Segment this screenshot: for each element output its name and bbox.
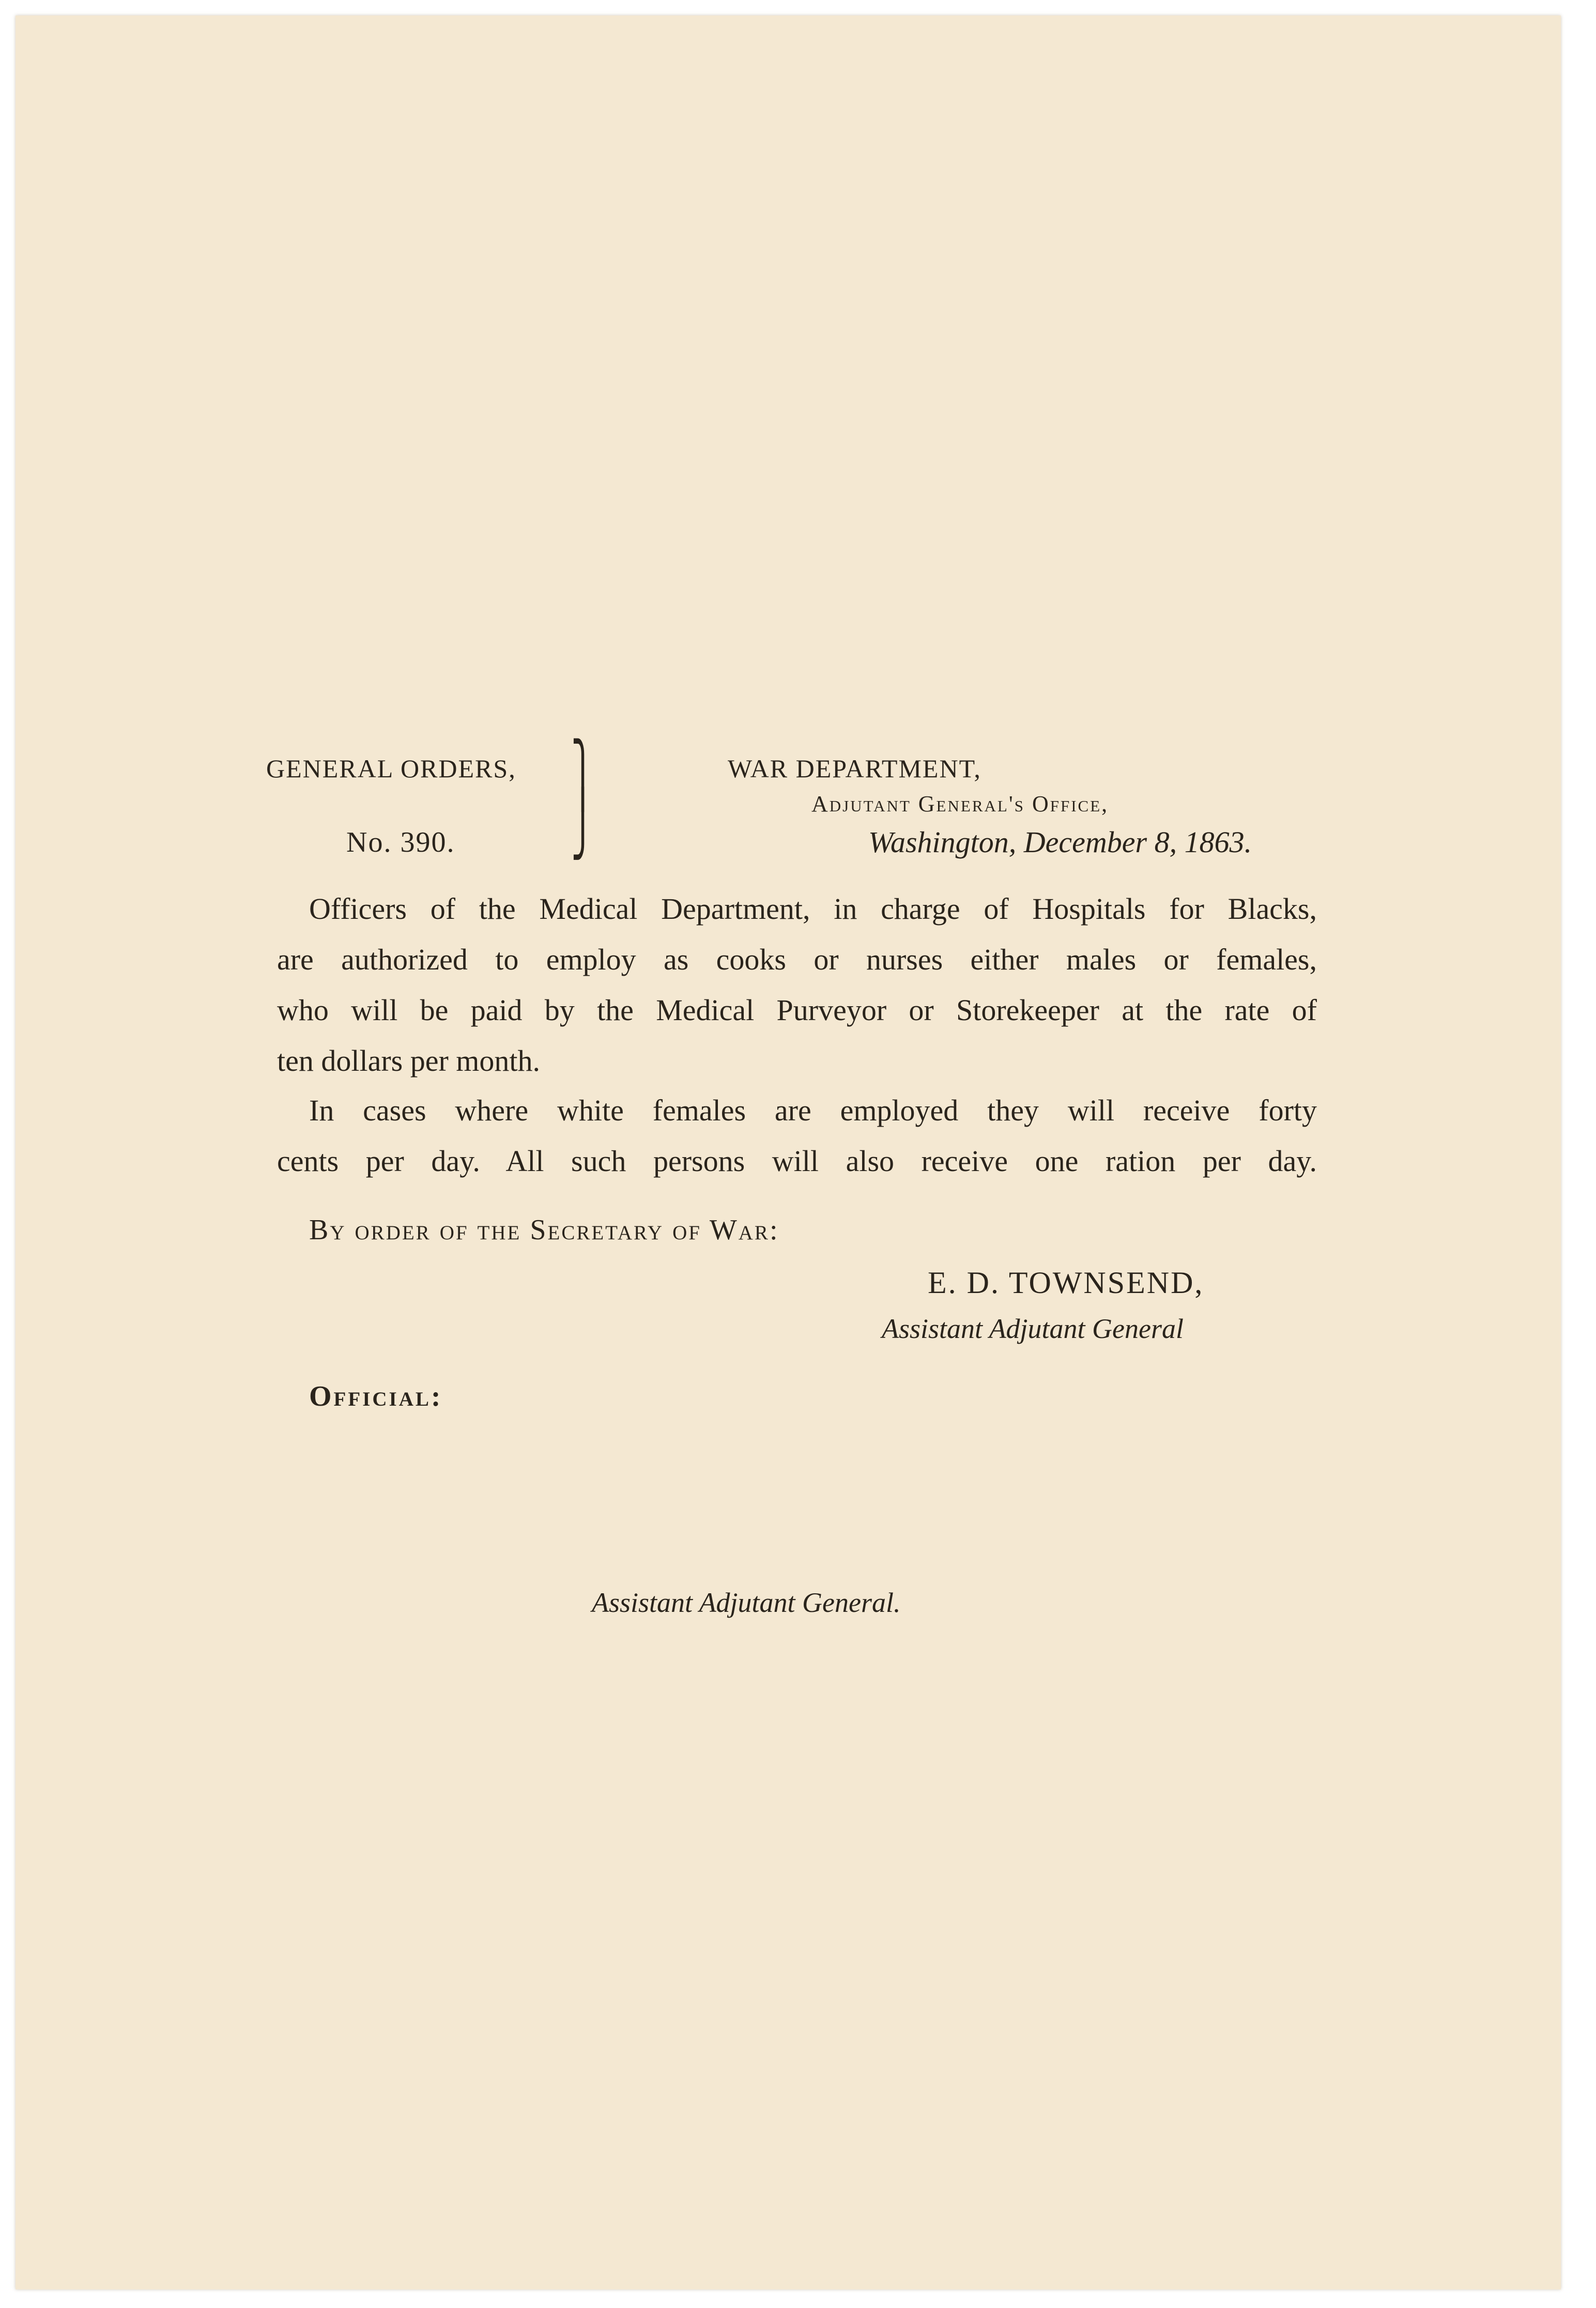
- paragraph-1-line: Officers of the Medical Department, in charge of Hospitals for Blacks,: [309, 892, 1317, 926]
- bottom-title: Assistant Adjutant General.: [592, 1587, 901, 1618]
- paragraph-1-line: who will be paid by the Medical Purveyor or Storekeeper at the rate of: [277, 993, 1317, 1027]
- brace-top: ⎫: [571, 741, 594, 809]
- paragraph-2-line: cents per day. All such persons will also receive one ration per day.: [277, 1144, 1317, 1178]
- paragraph-1-line: ten dollars per month.: [277, 1044, 541, 1078]
- signature-name: E. D. TOWNSEND,: [928, 1266, 1204, 1300]
- order-number: No. 390.: [346, 826, 455, 858]
- paragraph-2-line: In cases where white females are employed they will receive forty: [309, 1094, 1317, 1127]
- office-title: Adjutant General's Office,: [811, 791, 1109, 817]
- official-label: Official:: [309, 1380, 443, 1412]
- paragraph-1-line: are authorized to employ as cooks or nurses either males or females,: [277, 943, 1317, 976]
- document-page: [16, 16, 1561, 2289]
- general-orders-label: GENERAL ORDERS,: [266, 754, 516, 783]
- paragraph-2: [277, 1085, 1317, 1187]
- order-line: By order of the Secretary of War:: [309, 1214, 779, 1246]
- paragraph-1: [277, 884, 1317, 1086]
- signature-title: Assistant Adjutant General: [882, 1313, 1184, 1344]
- place-date: Washington, December 8, 1863.: [868, 825, 1252, 859]
- brace-bottom: ⎭: [571, 790, 594, 858]
- department-title: WAR DEPARTMENT,: [728, 754, 981, 783]
